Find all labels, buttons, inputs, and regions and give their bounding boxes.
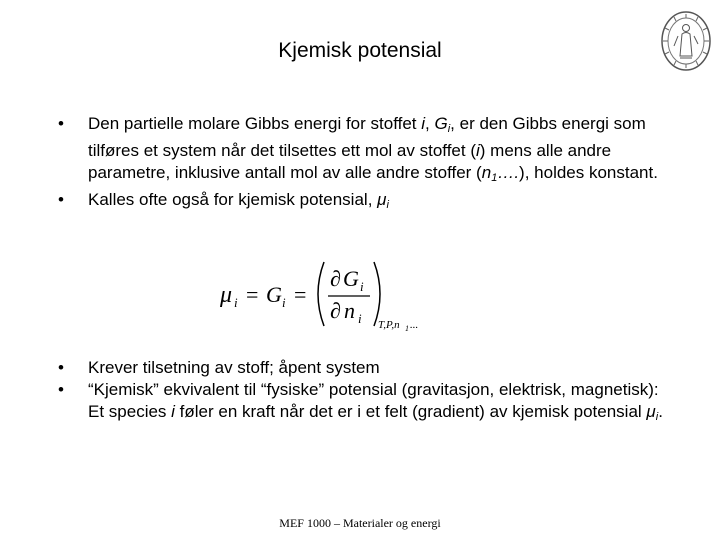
numerator-G: G	[343, 266, 359, 291]
formula-mu-sub: i	[234, 295, 238, 310]
left-paren	[318, 262, 324, 326]
bullet-text-run: i	[655, 411, 659, 423]
constraint-sub: 1	[405, 324, 409, 332]
bullet-text-run: ,	[425, 114, 435, 133]
bullet-text-run: føler en kraft når det er i et felt (gradient) av kjemisk potensial	[174, 402, 647, 421]
bullet-text-run: i	[171, 402, 175, 421]
bullet-item	[56, 357, 676, 379]
bullet-text-run: Den partielle molare Gibbs energi for stoffet	[88, 114, 422, 133]
bullet-text-run: μ	[377, 190, 387, 209]
bullet-item	[56, 379, 676, 428]
constraint-tail: ...	[410, 319, 419, 331]
denominator-sub: i	[358, 311, 362, 326]
bullet-text-run: n	[481, 163, 492, 182]
bullet-text-run: i	[447, 123, 451, 135]
numerator-partial: ∂	[330, 266, 341, 291]
constraint-vars: T,P,n	[378, 319, 400, 331]
bullet-text-run: ….	[497, 163, 520, 182]
bullet-text-run: “Kjemisk” ekvivalent til “fysiske” potensial (gravitasjon, elektrisk, magnetisk): Et species	[88, 380, 659, 421]
bullet-item	[56, 113, 676, 189]
denominator-partial: ∂	[330, 298, 341, 323]
bullet-list-bottom	[56, 357, 676, 428]
bullet-text-run: i	[421, 114, 426, 133]
chemical-potential-formula	[218, 256, 448, 332]
bullet-text-run: Krever tilsetning av stoff; åpent system	[88, 358, 380, 377]
formula-equals-2: =	[294, 282, 307, 307]
bullet-text-run: 1	[491, 172, 498, 184]
bullet-text-run: , er den Gibbs energi som tilføres et system når det tilsettes ett mol av stoffet (	[88, 114, 646, 160]
bullet-text-run: Kalles ofte også for kjemisk potensial,	[88, 190, 378, 209]
denominator-n: n	[344, 298, 355, 323]
bullet-text-run: ), holdes konstant.	[519, 163, 658, 182]
bullet-text-run: i	[386, 199, 389, 211]
bullet-list-top	[56, 113, 676, 216]
right-paren	[374, 262, 380, 326]
bullet-text-run: μ	[646, 402, 656, 421]
formula-equals: =	[246, 282, 259, 307]
bullet-text-run: .	[658, 402, 663, 421]
slide-title: Kjemisk potensial	[278, 39, 442, 62]
slide-footer: MEF 1000 – Materialer og energi	[279, 516, 441, 530]
numerator-sub: i	[360, 279, 364, 294]
bullet-text-run: ) mens alle andre parametre, inklusive antall mol av alle andre stoffer (	[88, 141, 612, 182]
bullet-text-run: i	[476, 141, 480, 160]
university-seal-logo	[660, 10, 712, 72]
bullet-text-run: G	[434, 114, 448, 133]
formula-G: G	[266, 282, 282, 307]
formula-mu: μ	[220, 282, 233, 308]
formula-G-sub: i	[282, 295, 286, 310]
bullet-item	[56, 189, 676, 216]
